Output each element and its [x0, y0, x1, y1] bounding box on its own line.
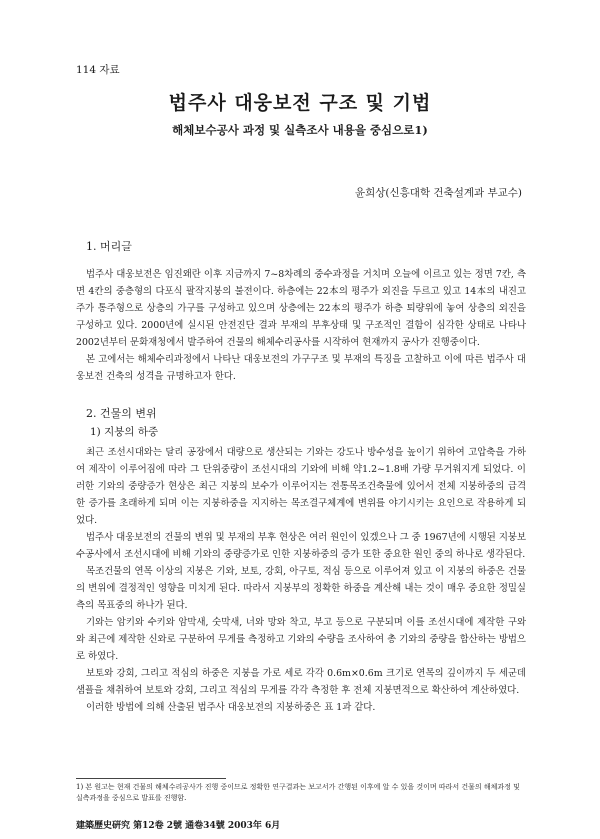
- paragraph: 법주사 대웅보전의 건물의 변위 및 부재의 부후 현상은 여러 원인이 있겠으나 그 중 1967년에 시행된 지붕보수공사에서 조선시대에 비해 기와의 중량증가로 인한 지붕하중의 증가 또한 중요한 원인 중의 하나로 생각된다.: [76, 532, 526, 560]
- paragraph: 목조건물의 연목 이상의 지붕은 기와, 보토, 강회, 아구토, 적심 등으로 이루어져 있고 이 지붕의 하중은 건물의 변위에 결정적인 영향을 미치게 된다. 따라서 지붕부의 정확한 하중을 계산해 내는 것이 매우 중요한 정밀실측의 목표중의 하나가 된다.: [76, 566, 526, 611]
- author-line: 윤희상(신흥대학 건축설계과 부교수): [354, 187, 522, 199]
- paragraph: 본 고에서는 해체수리과정에서 나타난 대웅보전의 가구구조 및 부재의 특징을 고찰하고 이에 따른 법주사 대웅보전 건축의 성격을 규명하고자 한다.: [76, 354, 526, 382]
- paragraph: 이러한 방법에 의해 산출된 법주사 대웅보전의 지붕하중은 표 1과 같다.: [86, 702, 376, 713]
- paragraph: 기와는 암키와 수키와 암막새, 숫막새, 너와 망와 착고, 부고 등으로 구분되며 이를 조선시대에 제작한 구와와 최근에 제작한 신와로 구분하여 무게를 측정하고 기와의 수량을 조사하여 총 기와의 중량을 합산하는 방법으로 하였다.: [76, 617, 526, 662]
- footnote: 1) 본 원고는 현재 건물의 해체수리공사가 진행 중이므로 정확한 연구결과는 보고서가 간행된 이후에 알 수 있을 것이며 따라서 건물의 해체과정 및 실측과정을 중심으로 발표를 진행함.: [76, 783, 520, 802]
- section-2-body: [76, 444, 526, 716]
- section-1-heading: 1. 머리글: [86, 240, 132, 253]
- subsection-heading: 1) 지붕의 하중: [90, 426, 159, 438]
- paragraph: 보토와 강회, 그리고 적심의 하중은 지붕을 가로 세로 각각 0.6m×0.6m 크기로 연목의 깊이까지 두 세군데 샘플을 채취하여 보토와 강회, 그리고 적심의 무게를 각각 측정한 후 전체 지붕면적으로 확산하여 계산하였다.: [76, 668, 526, 696]
- paragraph: 법주사 대웅보전은 임진왜란 이후 지금까지 7~8차례의 중수과정을 거치며 오늘에 이르고 있는 정면 7칸, 측면 4칸의 중층형의 다포식 팔작지붕의 불전이다. 하층에는 22本의 평주가 외진을 두르고 있고 14本의 내진고주가 통주형으로 상층의 가구를 구성하고 있으며 상층에는 22本의 평주가 하층 퇴량위에 놓여 상층의 외진을 구성하고 있다. 2000년에 실시된 안전진단 결과 부재의 부후상태 및 구조적인 결함이 심각한 상태로 나타나 2002년부터 문화재청에서 발주하여 건물의 해체수리공사를 시작하여 현재까지 공사가 진행중이다.: [76, 269, 526, 348]
- paper-title: 법주사 대웅보전 구조 및 기법: [168, 92, 432, 114]
- section-1-body: [76, 266, 526, 385]
- section-2-heading: 2. 건물의 변위: [86, 407, 157, 420]
- paragraph: 최근 조선시대와는 달리 공장에서 대량으로 생산되는 기와는 강도나 방수성을 높이기 위하여 고압축을 가하여 제작이 이루어짐에 따라 그 단위중량이 조선시대의 기와에 비해 약1.2~1.8배 가량 무거워지게 되었다. 이러한 기와의 중량증가 현상은 최근 지붕의 보수가 이루어지는 전통목조건축물에 있어서 전체 지붕하중의 급격한 증가를 초래하게 되며 이는 지붕하중을 지지하는 목조결구체계에 변위를 야기시키는 요인으로 작용하게 되었다.: [76, 447, 526, 526]
- page-number: 114 자료: [76, 64, 120, 76]
- footnote-divider: [76, 778, 226, 779]
- journal-citation: 建築歷史硏究 第12卷 2號 通卷34號 2003年 6月: [76, 821, 281, 831]
- paper-subtitle: 해체보수공사 과정 및 실측조사 내용을 중심으로1): [172, 123, 428, 137]
